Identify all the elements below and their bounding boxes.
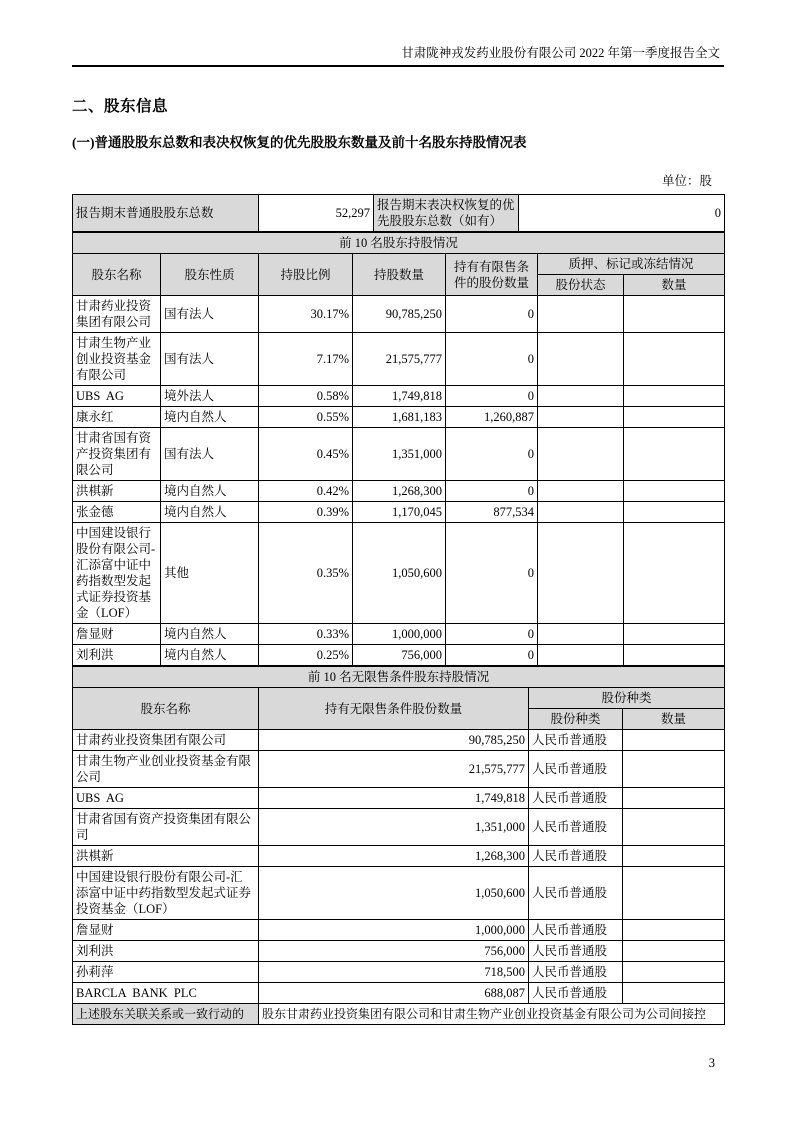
top10-section-row: [73, 233, 725, 254]
holding-qty-cell: 1,268,300: [353, 481, 446, 502]
table-row: [73, 523, 725, 624]
shareholder-name-cell: 中国建设银行股份有限公司-汇添富中证中药指数型发起式证券投资基金（LOF）: [73, 867, 259, 920]
holding-ratio-cell: 0.58%: [259, 386, 353, 407]
section-title: 二、股东信息: [72, 98, 169, 115]
unrestricted-qty-cell: 1,050,600: [259, 867, 529, 920]
pledge-qty-cell: [624, 407, 725, 428]
restricted-qty-cell: 0: [446, 624, 538, 645]
top10-section-title: 前 10 名股东持股情况: [73, 233, 725, 254]
unrestricted-qty-cell: 90,785,250: [259, 730, 529, 751]
pledge-status-cell: [538, 428, 624, 481]
holding-ratio-cell: 0.25%: [259, 645, 353, 666]
shareholder-nature-cell: 境外法人: [161, 386, 259, 407]
col-header-pledge-qty: 数量: [624, 275, 725, 296]
holding-ratio-cell: 0.45%: [259, 428, 353, 481]
holding-qty-cell: 1,351,000: [353, 428, 446, 481]
unrestricted-qty-cell: 1,268,300: [259, 846, 529, 867]
shareholder-name-cell: UBS AG: [73, 788, 259, 809]
share-type-cell: 人民币普通股: [529, 962, 623, 983]
common-shareholders-label: 报告期末普通股股东总数: [73, 195, 259, 232]
table-row: [73, 920, 725, 941]
pledge-status-cell: [538, 645, 624, 666]
holding-ratio-cell: 7.17%: [259, 333, 353, 386]
common-shareholders-value: 52,297: [259, 195, 374, 232]
pledge-qty-cell: [624, 624, 725, 645]
shareholder-name-cell: 中国建设银行股份有限公司-汇添富中证中药指数型发起式证券投资基金（LOF）: [73, 523, 161, 624]
top10-shareholders-table: [72, 232, 725, 666]
shareholder-name-cell: 康永红: [73, 407, 161, 428]
pledge-status-cell: [538, 386, 624, 407]
shareholder-name-cell: UBS AG: [73, 386, 161, 407]
share-type-cell: 人民币普通股: [529, 920, 623, 941]
pledge-status-cell: [538, 481, 624, 502]
pledge-qty-cell: [624, 386, 725, 407]
unrestricted-shareholders-table: [72, 666, 725, 1025]
col-header-restricted-qty: 持有有限售条件的股份数量: [446, 254, 538, 296]
share-type-qty-cell: [623, 920, 725, 941]
unit-label: 单位：股: [661, 174, 712, 188]
unrestricted-qty-cell: 1,351,000: [259, 809, 529, 846]
top10-header-row-1: [73, 254, 725, 275]
shareholder-name-cell: 甘肃药业投资集团有限公司: [73, 730, 259, 751]
share-type-cell: 人民币普通股: [529, 788, 623, 809]
pledge-qty-cell: [624, 428, 725, 481]
table-row: [73, 645, 725, 666]
shareholder-nature-cell: 境内自然人: [161, 624, 259, 645]
pledge-status-cell: [538, 407, 624, 428]
holding-ratio-cell: 0.33%: [259, 624, 353, 645]
pledge-qty-cell: [624, 502, 725, 523]
restricted-qty-cell: 1,260,887: [446, 407, 538, 428]
table-row: [73, 751, 725, 788]
restricted-qty-cell: 0: [446, 333, 538, 386]
table-row: [73, 386, 725, 407]
holding-qty-cell: 1,681,183: [353, 407, 446, 428]
table-row: [73, 428, 725, 481]
shareholder-nature-cell: 境内自然人: [161, 481, 259, 502]
col-header-holding-ratio: 持股比例: [259, 254, 353, 296]
share-type-qty-cell: [623, 867, 725, 920]
shareholder-name-cell: 甘肃药业投资集团有限公司: [73, 296, 161, 333]
unrestricted-section-row: [73, 667, 725, 688]
col-header-shareholder-name: 股东名称: [73, 688, 259, 730]
col-header-share-type-qty: 数量: [623, 709, 725, 730]
preferred-shareholders-label: 报告期末表决权恢复的优先股股东总数（如有）: [374, 195, 519, 232]
table-row: [73, 407, 725, 428]
pledge-qty-cell: [624, 523, 725, 624]
share-type-qty-cell: [623, 809, 725, 846]
unrestricted-qty-cell: 21,575,777: [259, 751, 529, 788]
shareholder-nature-cell: 境内自然人: [161, 502, 259, 523]
shareholder-name-cell: 洪棋新: [73, 846, 259, 867]
shareholder-name-cell: 刘利洪: [73, 941, 259, 962]
table-row: [73, 624, 725, 645]
shareholder-nature-cell: 境内自然人: [161, 407, 259, 428]
pledge-qty-cell: [624, 645, 725, 666]
holding-qty-cell: 1,000,000: [353, 624, 446, 645]
share-type-cell: 人民币普通股: [529, 867, 623, 920]
shareholder-nature-cell: 国有法人: [161, 296, 259, 333]
holding-ratio-cell: 30.17%: [259, 296, 353, 333]
shareholder-name-cell: 洪棋新: [73, 481, 161, 502]
pledge-qty-cell: [624, 333, 725, 386]
holding-qty-cell: 1,050,600: [353, 523, 446, 624]
table-row: [73, 788, 725, 809]
col-header-unrestricted-qty: 持有无限售条件股份数量: [259, 688, 529, 730]
unrestricted-qty-cell: 756,000: [259, 941, 529, 962]
shareholder-name-cell: 甘肃省国有资产投资集团有限公司: [73, 809, 259, 846]
table-row: [73, 983, 725, 1004]
summary-row: [73, 195, 725, 232]
relationship-row: [73, 1004, 725, 1025]
holding-ratio-cell: 0.39%: [259, 502, 353, 523]
col-header-pledge-status: 股份状态: [538, 275, 624, 296]
share-type-cell: 人民币普通股: [529, 846, 623, 867]
shareholder-name-cell: 甘肃省国有资产投资集团有限公司: [73, 428, 161, 481]
share-type-qty-cell: [623, 962, 725, 983]
subsection-title: (一)普通股股东总数和表决权恢复的优先股股东数量及前十名股东持股情况表: [72, 135, 527, 150]
table-row: [73, 502, 725, 523]
col-header-share-type: 股份种类: [529, 709, 623, 730]
table-row: [73, 846, 725, 867]
shareholder-name-cell: 甘肃生物产业创业投资基金有限公司: [73, 333, 161, 386]
pledge-qty-cell: [624, 481, 725, 502]
table-row: [73, 809, 725, 846]
col-header-shareholder-name: 股东名称: [73, 254, 161, 296]
holding-qty-cell: 1,749,818: [353, 386, 446, 407]
holding-qty-cell: 1,170,045: [353, 502, 446, 523]
share-type-cell: 人民币普通股: [529, 730, 623, 751]
share-type-qty-cell: [623, 941, 725, 962]
restricted-qty-cell: 877,534: [446, 502, 538, 523]
table-row: [73, 481, 725, 502]
share-type-cell: 人民币普通股: [529, 751, 623, 788]
doc-header: [72, 0, 724, 61]
unrestricted-header-row-1: [73, 688, 725, 709]
unrestricted-qty-cell: 688,087: [259, 983, 529, 1004]
pledge-status-cell: [538, 523, 624, 624]
pledge-status-cell: [538, 296, 624, 333]
share-type-cell: 人民币普通股: [529, 941, 623, 962]
shareholder-name-cell: BARCLA BANK PLC: [73, 983, 259, 1004]
shareholder-nature-cell: 国有法人: [161, 428, 259, 481]
col-header-holding-qty: 持股数量: [353, 254, 446, 296]
share-type-qty-cell: [623, 846, 725, 867]
shareholder-name-cell: 刘利洪: [73, 645, 161, 666]
shareholder-name-cell: 詹显财: [73, 624, 161, 645]
relationship-text: 股东甘肃药业投资集团有限公司和甘肃生物产业创业投资基金有限公司为公司间接控: [259, 1004, 725, 1025]
holding-qty-cell: 90,785,250: [353, 296, 446, 333]
preferred-shareholders-value: 0: [519, 195, 725, 232]
table-row: [73, 730, 725, 751]
col-header-share-type-group: 股份种类: [529, 688, 725, 709]
share-type-cell: 人民币普通股: [529, 809, 623, 846]
shareholder-name-cell: 詹显财: [73, 920, 259, 941]
holding-ratio-cell: 0.35%: [259, 523, 353, 624]
table-row: [73, 941, 725, 962]
holding-qty-cell: 21,575,777: [353, 333, 446, 386]
restricted-qty-cell: 0: [446, 296, 538, 333]
unrestricted-section-title: 前 10 名无限售条件股东持股情况: [73, 667, 725, 688]
pledge-status-cell: [538, 624, 624, 645]
relationship-label: 上述股东关联关系或一致行动的: [73, 1004, 259, 1025]
shareholder-name-cell: 甘肃生物产业创业投资基金有限公司: [73, 751, 259, 788]
pledge-status-cell: [538, 502, 624, 523]
unrestricted-qty-cell: 1,749,818: [259, 788, 529, 809]
page-number: 3: [708, 1056, 715, 1070]
shareholder-nature-cell: 境内自然人: [161, 645, 259, 666]
share-type-qty-cell: [623, 788, 725, 809]
unrestricted-qty-cell: 718,500: [259, 962, 529, 983]
restricted-qty-cell: 0: [446, 645, 538, 666]
table-row: [73, 296, 725, 333]
shareholder-name-cell: 张金德: [73, 502, 161, 523]
share-type-qty-cell: [623, 751, 725, 788]
share-type-qty-cell: [623, 730, 725, 751]
header-rule: [72, 65, 724, 67]
shareholder-name-cell: 孙莉萍: [73, 962, 259, 983]
col-header-pledge-group: 质押、标记或冻结情况: [538, 254, 725, 275]
restricted-qty-cell: 0: [446, 386, 538, 407]
share-type-cell: 人民币普通股: [529, 983, 623, 1004]
doc-header-title: 甘肃陇神戎发药业股份有限公司 2022 年第一季度报告全文: [401, 46, 720, 60]
pledge-status-cell: [538, 333, 624, 386]
restricted-qty-cell: 0: [446, 428, 538, 481]
unrestricted-qty-cell: 1,000,000: [259, 920, 529, 941]
pledge-qty-cell: [624, 296, 725, 333]
share-type-qty-cell: [623, 983, 725, 1004]
holding-ratio-cell: 0.55%: [259, 407, 353, 428]
summary-table: [72, 194, 725, 232]
holding-ratio-cell: 0.42%: [259, 481, 353, 502]
holding-qty-cell: 756,000: [353, 645, 446, 666]
col-header-shareholder-nature: 股东性质: [161, 254, 259, 296]
table-row: [73, 333, 725, 386]
restricted-qty-cell: 0: [446, 523, 538, 624]
restricted-qty-cell: 0: [446, 481, 538, 502]
content-area: [72, 0, 724, 1025]
shareholder-nature-cell: 其他: [161, 523, 259, 624]
table-row: [73, 867, 725, 920]
table-row: [73, 962, 725, 983]
shareholder-nature-cell: 国有法人: [161, 333, 259, 386]
